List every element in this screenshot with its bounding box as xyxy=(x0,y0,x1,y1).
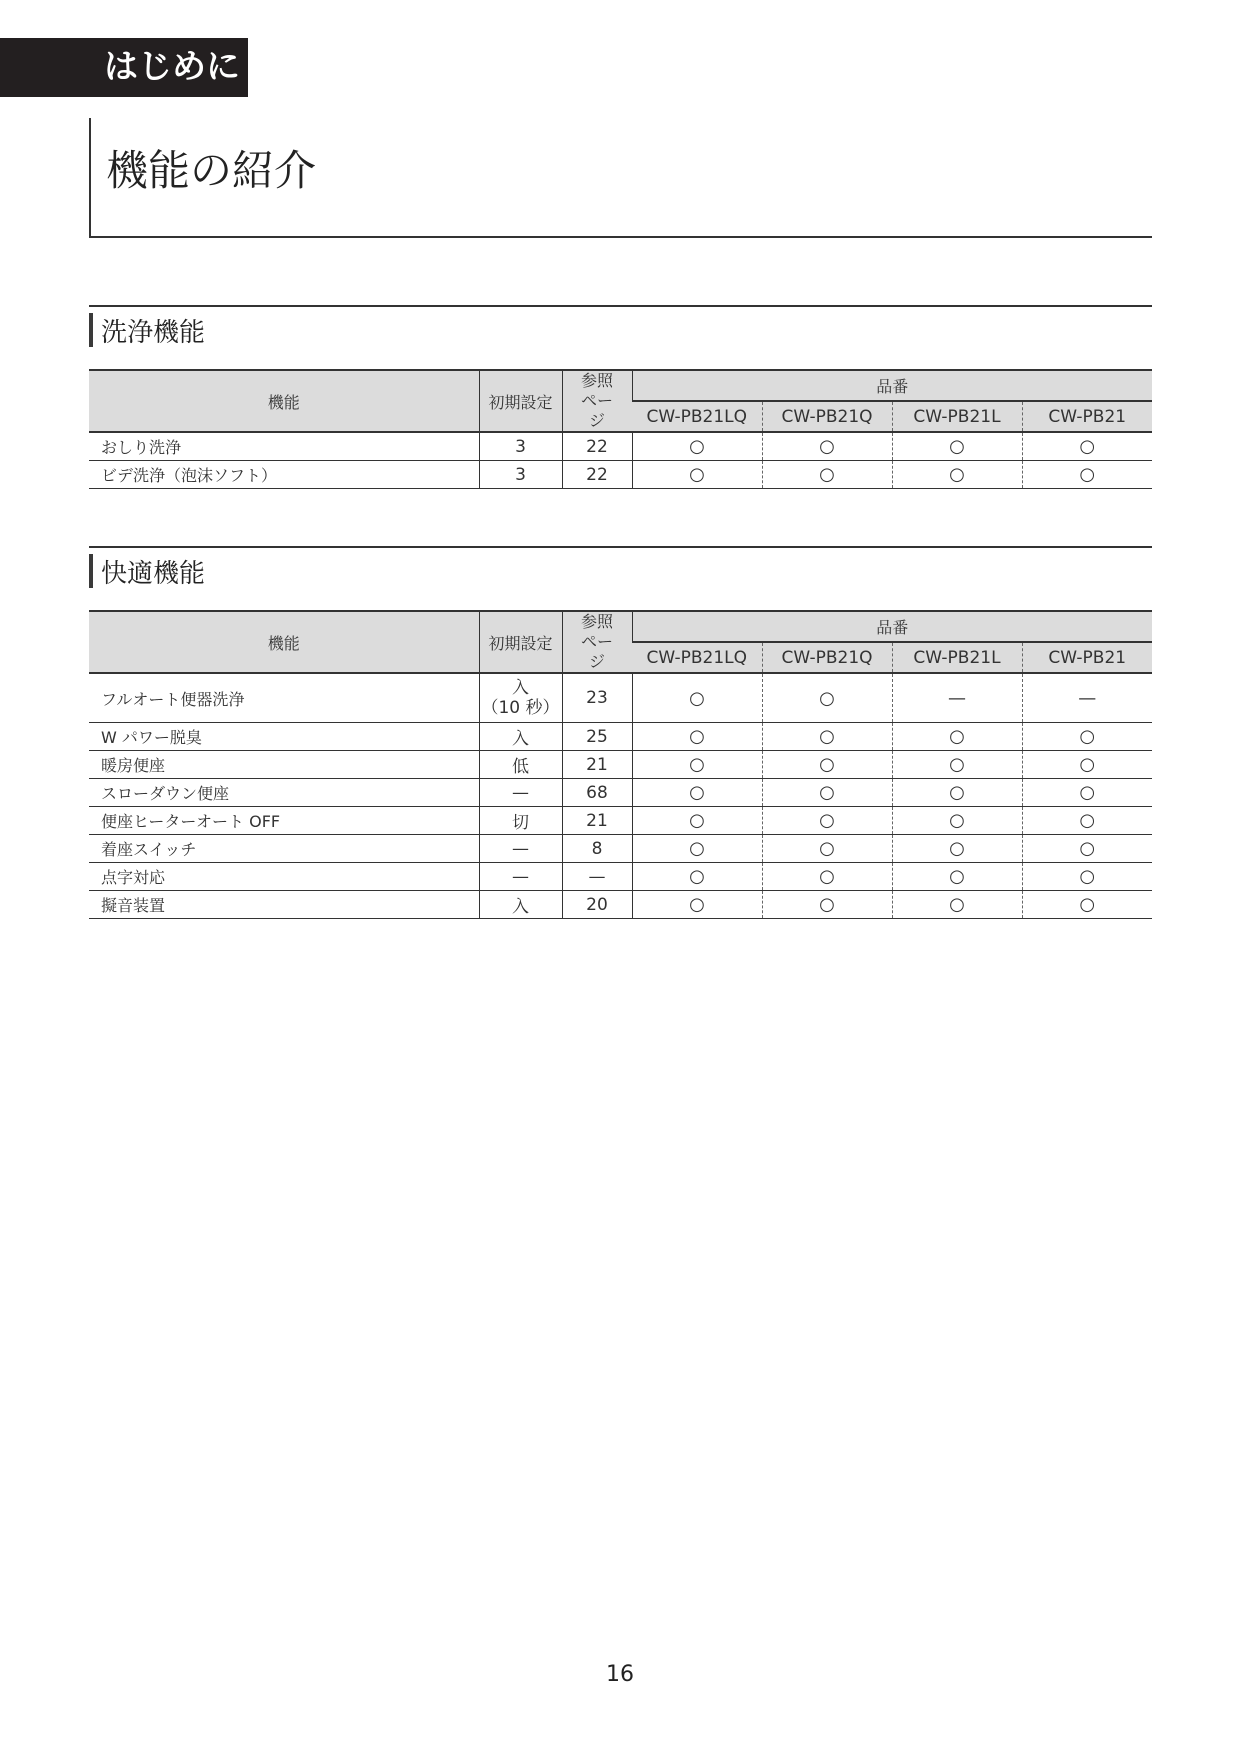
support-mark: ○ xyxy=(632,723,762,751)
default-value-main: 入 xyxy=(512,678,529,698)
feature-table xyxy=(89,369,1152,489)
header-default: 初期設定 xyxy=(479,611,562,673)
default-value xyxy=(479,673,562,723)
section-marker xyxy=(89,554,93,588)
support-mark: ○ xyxy=(1022,723,1152,751)
default-value-sub: （10 秒） xyxy=(481,698,560,718)
header-function: 機能 xyxy=(89,370,479,432)
support-mark: ○ xyxy=(892,751,1022,779)
page-number: 16 xyxy=(606,1662,634,1687)
support-mark: ○ xyxy=(632,835,762,863)
support-mark: ○ xyxy=(632,432,762,461)
support-mark: ○ xyxy=(632,807,762,835)
function-name: フルオート便器洗浄 xyxy=(89,673,479,723)
section-title: 洗浄機能 xyxy=(101,318,206,348)
section-title: 快適機能 xyxy=(101,559,206,589)
default-value: 3 xyxy=(479,432,562,461)
table-row xyxy=(89,751,1152,779)
support-mark: ○ xyxy=(1022,779,1152,807)
table-row xyxy=(89,835,1152,863)
support-mark: ○ xyxy=(892,807,1022,835)
header-ref-page xyxy=(562,611,632,673)
function-name: ビデ洗浄（泡沫ソフト） xyxy=(89,461,479,489)
header-ref-page-label: 参照ページ xyxy=(580,371,613,430)
header-model: CW-PB21L xyxy=(892,401,1022,432)
function-name: 暖房便座 xyxy=(89,751,479,779)
header-model: CW-PB21Q xyxy=(762,401,892,432)
support-mark: ○ xyxy=(762,751,892,779)
ref-page: — xyxy=(562,863,632,891)
header-function: 機能 xyxy=(89,611,479,673)
support-mark: ○ xyxy=(892,723,1022,751)
support-mark: — xyxy=(892,673,1022,723)
support-mark: ○ xyxy=(632,863,762,891)
ref-page: 21 xyxy=(562,807,632,835)
ref-page: 20 xyxy=(562,891,632,919)
feature-table xyxy=(89,610,1152,919)
support-mark: ○ xyxy=(1022,461,1152,489)
support-mark: ○ xyxy=(632,779,762,807)
support-mark: ○ xyxy=(762,779,892,807)
support-mark: ○ xyxy=(1022,751,1152,779)
function-name: スローダウン便座 xyxy=(89,779,479,807)
ref-page: 22 xyxy=(562,432,632,461)
section-marker xyxy=(89,313,93,347)
support-mark: ○ xyxy=(1022,432,1152,461)
header-product-no: 品番 xyxy=(632,611,1152,642)
support-mark: ○ xyxy=(632,673,762,723)
support-mark: ○ xyxy=(632,891,762,919)
default-value: 入 xyxy=(479,891,562,919)
support-mark: — xyxy=(1022,673,1152,723)
support-mark: ○ xyxy=(762,723,892,751)
support-mark: ○ xyxy=(762,835,892,863)
ref-page: 22 xyxy=(562,461,632,489)
support-mark: ○ xyxy=(762,461,892,489)
ref-page: 23 xyxy=(562,673,632,723)
support-mark: ○ xyxy=(1022,891,1152,919)
section-comfort xyxy=(89,546,1152,919)
function-name: 便座ヒーターオート OFF xyxy=(89,807,479,835)
default-value: 3 xyxy=(479,461,562,489)
header-model: CW-PB21Q xyxy=(762,642,892,673)
table-row xyxy=(89,432,1152,461)
default-value: — xyxy=(479,835,562,863)
ref-page: 68 xyxy=(562,779,632,807)
table-row xyxy=(89,673,1152,723)
support-mark: ○ xyxy=(762,432,892,461)
support-mark: ○ xyxy=(892,891,1022,919)
support-mark: ○ xyxy=(892,461,1022,489)
header-ref-page-label: 参照ページ xyxy=(580,612,613,671)
support-mark: ○ xyxy=(632,751,762,779)
section-cleaning xyxy=(89,305,1152,489)
ref-page: 8 xyxy=(562,835,632,863)
table-row xyxy=(89,863,1152,891)
support-mark: ○ xyxy=(892,835,1022,863)
default-value: — xyxy=(479,863,562,891)
support-mark: ○ xyxy=(892,863,1022,891)
table-row xyxy=(89,807,1152,835)
default-value: — xyxy=(479,779,562,807)
section-header xyxy=(89,546,1152,592)
support-mark: ○ xyxy=(1022,807,1152,835)
ref-page: 25 xyxy=(562,723,632,751)
table-row xyxy=(89,891,1152,919)
header-model: CW-PB21 xyxy=(1022,642,1152,673)
function-name: 擬音装置 xyxy=(89,891,479,919)
support-mark: ○ xyxy=(762,673,892,723)
header-model: CW-PB21L xyxy=(892,642,1022,673)
table-row xyxy=(89,779,1152,807)
chapter-tab: はじめに xyxy=(0,38,248,97)
support-mark: ○ xyxy=(762,891,892,919)
default-value: 低 xyxy=(479,751,562,779)
header-ref-page xyxy=(562,370,632,432)
ref-page: 21 xyxy=(562,751,632,779)
function-name: 点字対応 xyxy=(89,863,479,891)
header-model: CW-PB21LQ xyxy=(632,401,762,432)
support-mark: ○ xyxy=(892,432,1022,461)
support-mark: ○ xyxy=(632,461,762,489)
section-header xyxy=(89,305,1152,351)
support-mark: ○ xyxy=(762,863,892,891)
support-mark: ○ xyxy=(1022,835,1152,863)
page-title: 機能の紹介 xyxy=(106,145,317,195)
function-name: W パワー脱臭 xyxy=(89,723,479,751)
table-row xyxy=(89,723,1152,751)
header-default: 初期設定 xyxy=(479,370,562,432)
support-mark: ○ xyxy=(762,807,892,835)
table-row xyxy=(89,461,1152,489)
default-value: 切 xyxy=(479,807,562,835)
default-value: 入 xyxy=(479,723,562,751)
header-product-no: 品番 xyxy=(632,370,1152,401)
header-model: CW-PB21 xyxy=(1022,401,1152,432)
function-name: おしり洗浄 xyxy=(89,432,479,461)
support-mark: ○ xyxy=(1022,863,1152,891)
support-mark: ○ xyxy=(892,779,1022,807)
header-model: CW-PB21LQ xyxy=(632,642,762,673)
title-block xyxy=(89,118,1152,238)
function-name: 着座スイッチ xyxy=(89,835,479,863)
